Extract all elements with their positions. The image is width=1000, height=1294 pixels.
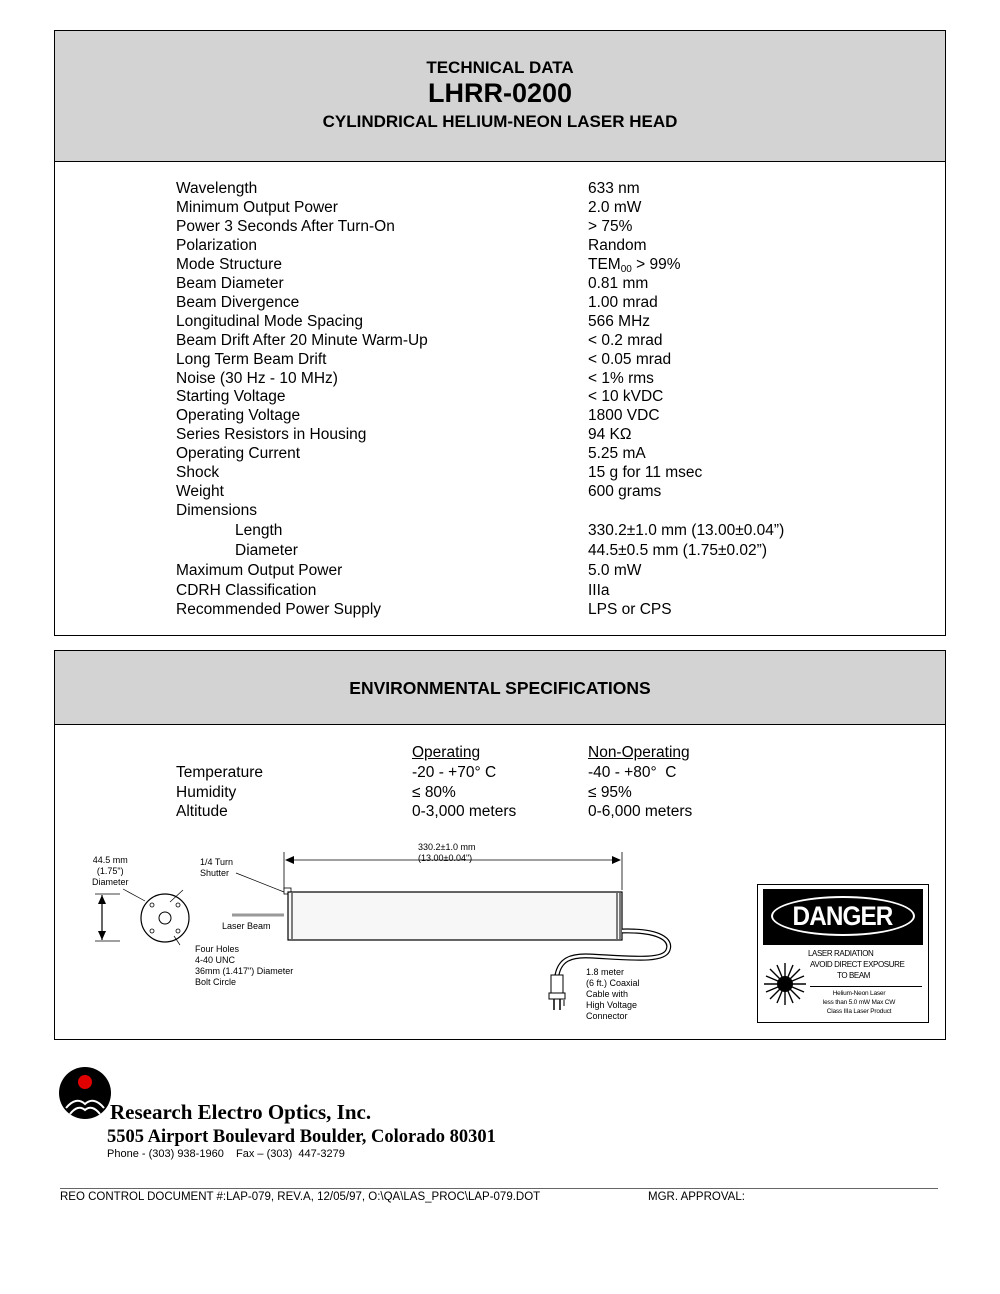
spec-value-suffix: > 99% [631, 255, 681, 273]
env-row-label: Humidity [176, 784, 237, 801]
footer-approval: MGR. APPROVAL: [648, 1191, 745, 1203]
env-nonoperating-value: -40 - +80° C [588, 764, 677, 781]
danger-divider [810, 986, 922, 987]
spec-value: IIIa [588, 581, 610, 599]
non-operating-header: Non-Operating [588, 744, 690, 761]
spec-label: Beam Diameter [176, 274, 284, 292]
spec-value: 44.5±0.5 mm (1.75±0.02”) [588, 541, 767, 559]
spec-value [588, 256, 681, 275]
danger-banner [763, 889, 923, 945]
company-address: 5505 Airport Boulevard Boulder, Colorado 80301 [107, 1127, 496, 1147]
spec-label: Minimum Output Power [176, 198, 338, 216]
spec-value: 1.00 mrad [588, 293, 658, 311]
env-nonoperating-value: 0-6,000 meters [588, 803, 693, 820]
spec-label: Wavelength [176, 180, 258, 197]
environmental-title: ENVIRONMENTAL SPECIFICATIONS [349, 678, 651, 698]
spec-label: Longitudinal Mode Spacing [176, 312, 363, 330]
danger-title: DANGER [793, 901, 893, 931]
env-operating-value: 0-3,000 meters [412, 803, 517, 820]
spec-value-prefix: TEM [588, 255, 621, 273]
spec-value: 600 grams [588, 483, 662, 501]
spec-value: 633 nm [588, 180, 640, 197]
cable-note: 1.8 meter (6 ft.) Coaxial Cable with High Voltage Connector [586, 967, 640, 1021]
danger-small-1: Helium-Neon Laser [832, 990, 886, 997]
spec-value: 566 MHz [588, 312, 651, 330]
spec-label: Length [235, 522, 283, 539]
spec-label: Maximum Output Power [176, 561, 343, 579]
spec-label: Polarization [176, 236, 257, 254]
spec-value: 0.81 mm [588, 274, 649, 292]
technical-data-header [55, 31, 945, 162]
diameter-note: 44.5 mm (1.75") Diameter [92, 855, 129, 887]
company-name: Research Electro Optics, Inc. [110, 1100, 372, 1124]
spec-value: 5.0 mW [588, 561, 642, 579]
spec-label: Shock [176, 464, 220, 482]
spec-value: 1800 VDC [588, 407, 660, 425]
danger-line-1: LASER RADIATION [808, 949, 874, 958]
spec-label: Mode Structure [176, 255, 282, 273]
header-subtitle: CYLINDRICAL HELIUM-NEON LASER HEAD [322, 112, 678, 131]
footer-rule [60, 1188, 938, 1189]
company-logo [58, 1066, 118, 1126]
operating-header: Operating [412, 744, 481, 761]
spec-label: Diameter [235, 541, 298, 559]
spec-label: Noise (30 Hz - 10 MHz) [176, 369, 338, 387]
spec-value: > 75% [588, 217, 633, 235]
spec-value-subscript: 00 [620, 263, 632, 275]
spec-value: < 1% rms [588, 369, 654, 387]
spec-label: Beam Drift After 20 Minute Warm-Up [176, 331, 428, 349]
danger-line-2: AVOID DIRECT EXPOSURE [810, 960, 905, 969]
spec-label: Long Term Beam Drift [176, 350, 327, 368]
spec-label: Dimensions [176, 502, 257, 520]
spec-label: Starting Voltage [176, 388, 286, 406]
spec-value: 15 g for 11 msec [588, 464, 703, 482]
danger-oval [771, 896, 915, 936]
shutter-note: 1/4 Turn Shutter [200, 857, 234, 878]
spec-label: Operating Current [176, 445, 301, 463]
spec-label: Operating Voltage [176, 407, 301, 425]
holes-note: Four Holes 4-40 UNC 36mm (1.417") Diameter Bolt Circle [195, 944, 294, 987]
env-operating-value: -20 - +70° C [412, 764, 497, 781]
company-phone: Phone - (303) 938-1960 Fax – (303) 447-3279 [107, 1148, 345, 1160]
env-nonoperating-value: ≤ 95% [588, 784, 632, 801]
spec-value: Random [588, 236, 647, 254]
danger-small-3: Class IIIa Laser Product [826, 1008, 892, 1015]
environmental-header [55, 651, 945, 725]
danger-small-2: less than 5.0 mW Max CW [822, 999, 896, 1006]
spec-value: 5.25 mA [588, 445, 646, 463]
spec-value: < 0.2 mrad [588, 331, 663, 349]
spec-value: 94 KΩ [588, 426, 632, 444]
spec-label: Recommended Power Supply [176, 601, 382, 619]
spec-label: Weight [176, 483, 224, 501]
spec-label: Beam Divergence [176, 293, 300, 311]
model-title: LHRR-0200 [427, 78, 573, 108]
beam-note: Laser Beam [222, 921, 271, 931]
spec-value: < 10 kVDC [588, 388, 664, 406]
spec-label: Power 3 Seconds After Turn-On [176, 217, 395, 235]
danger-line-3: TO BEAM [837, 971, 871, 980]
spec-value: 2.0 mW [588, 198, 642, 216]
spec-label: CDRH Classification [176, 581, 317, 599]
env-operating-value: ≤ 80% [412, 784, 456, 801]
footer-control: REO CONTROL DOCUMENT #:LAP-079, REV.A, 12/05/97, O:\QA\LAS_PROC\LAP-079.DOT [60, 1191, 541, 1203]
danger-label [757, 884, 929, 1023]
header-kicker: TECHNICAL DATA [426, 58, 574, 77]
spec-label: Series Resistors in Housing [176, 426, 367, 444]
spec-value: < 0.05 mrad [588, 350, 672, 368]
env-row-label: Altitude [176, 803, 228, 820]
length-note: 330.2±1.0 mm (13.00±0.04") [418, 842, 476, 863]
spec-value: 330.2±1.0 mm (13.00±0.04”) [588, 522, 785, 539]
env-row-label: Temperature [176, 764, 264, 781]
spec-value: LPS or CPS [588, 601, 672, 619]
